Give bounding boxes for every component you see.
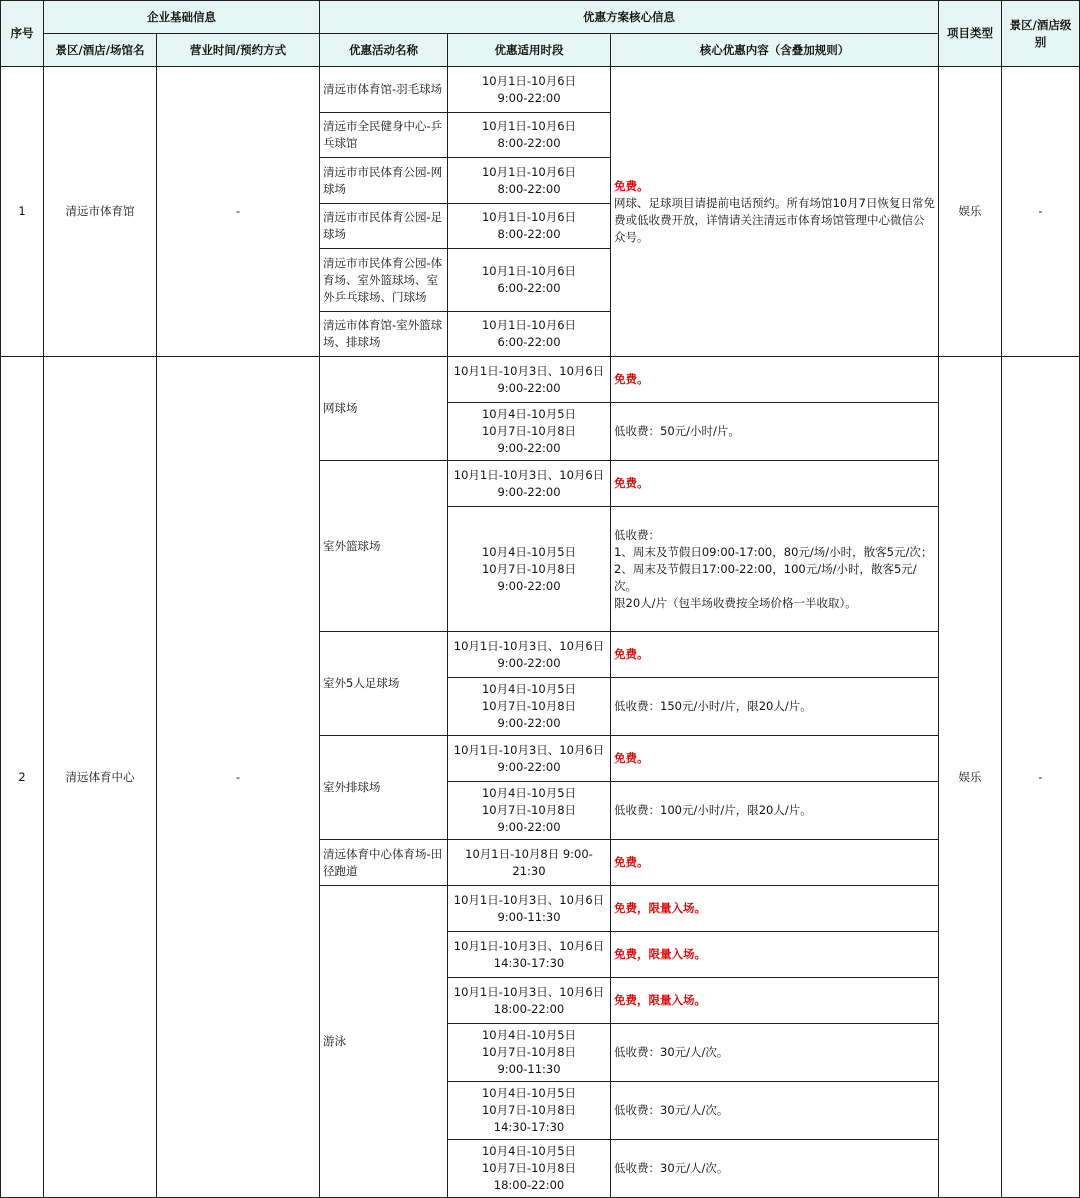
period-cell: 10月4日-10月5日 10月7日-10月8日 18:00-22:00 <box>448 1140 611 1198</box>
activity-name-cell: 清远市市民体育公园-网球场 <box>320 158 448 204</box>
table-row <box>1 67 1080 113</box>
period-cell: 10月1日-10月3日、10月6日 14:30-17:30 <box>448 932 611 978</box>
header-content: 核心优惠内容（含叠加规则） <box>611 34 939 67</box>
header-seq: 序号 <box>1 1 44 67</box>
seq-cell: 2 <box>1 357 44 1198</box>
content-cell: 低收费：150元/小时/片，限20人/片。 <box>611 678 939 736</box>
period-cell: 10月1日-10月6日 8:00-22:00 <box>448 158 611 204</box>
project-type-cell: 娱乐 <box>939 357 1002 1198</box>
content-cell: 低收费：100元/小时/片，限20人/片。 <box>611 782 939 840</box>
period-cell: 10月1日-10月6日 8:00-22:00 <box>448 204 611 249</box>
period-cell: 10月1日-10月3日、10月6日 9:00-22:00 <box>448 357 611 403</box>
period-cell: 10月1日-10月3日、10月6日 9:00-22:00 <box>448 461 611 507</box>
activity-name-cell: 网球场 <box>320 357 448 461</box>
seq-cell: 1 <box>1 67 44 357</box>
activity-name-cell: 清远市市民体育公园-足球场 <box>320 204 448 249</box>
header-period: 优惠适用时段 <box>448 34 611 67</box>
level-cell: - <box>1002 357 1080 1198</box>
level-cell: - <box>1002 67 1080 357</box>
free-label: 免费。 <box>614 178 649 193</box>
content-cell: 免费。 <box>611 840 939 886</box>
activity-name-cell: 清远市全民健身中心-乒乓球馆 <box>320 113 448 158</box>
header-core-info: 优惠方案核心信息 <box>320 1 939 34</box>
content-cell: 免费，限量入场。 <box>611 978 939 1024</box>
period-cell: 10月1日-10月8日 9:00-21:30 <box>448 840 611 886</box>
content-cell: 免费。 <box>611 632 939 678</box>
content-cell: 低收费：30元/人/次。 <box>611 1082 939 1140</box>
period-cell: 10月4日-10月5日 10月7日-10月8日 9:00-22:00 <box>448 678 611 736</box>
content-cell <box>611 67 939 357</box>
content-cell: 免费。 <box>611 736 939 782</box>
activity-name-cell: 清远市体育馆-羽毛球场 <box>320 67 448 113</box>
table-row <box>1 357 1080 403</box>
business-hours-cell: - <box>157 67 320 357</box>
activity-name-cell: 清远体育中心体育场-田径跑道 <box>320 840 448 886</box>
period-cell: 10月1日-10月6日 6:00-22:00 <box>448 249 611 312</box>
period-cell: 10月1日-10月3日、10月6日 9:00-22:00 <box>448 632 611 678</box>
header-activity-name: 优惠活动名称 <box>320 34 448 67</box>
period-cell: 10月1日-10月6日 8:00-22:00 <box>448 113 611 158</box>
period-cell: 10月4日-10月5日 10月7日-10月8日 9:00-11:30 <box>448 1024 611 1082</box>
activity-name-cell: 清远市市民体育公园-体育场、室外篮球场、室外乒乓球场、门球场 <box>320 249 448 312</box>
activity-name-cell: 游泳 <box>320 886 448 1198</box>
venue-name-cell: 清远体育中心 <box>44 357 157 1198</box>
period-cell: 10月1日-10月3日、10月6日 9:00-11:30 <box>448 886 611 932</box>
header-business-hours: 营业时间/预约方式 <box>157 34 320 67</box>
header-basic-info: 企业基础信息 <box>44 1 320 34</box>
period-cell: 10月4日-10月5日 10月7日-10月8日 9:00-22:00 <box>448 403 611 461</box>
period-cell: 10月4日-10月5日 10月7日-10月8日 9:00-22:00 <box>448 782 611 840</box>
period-cell: 10月1日-10月6日 9:00-22:00 <box>448 67 611 113</box>
content-cell: 低收费：30元/人/次。 <box>611 1140 939 1198</box>
content-cell: 低收费：30元/人/次。 <box>611 1024 939 1082</box>
period-cell: 10月4日-10月5日 10月7日-10月8日 9:00-22:00 <box>448 507 611 632</box>
content-cell: 低收费： 1、周末及节假日09:00-17:00，80元/场/小时，散客5元/次； 2、周末及节假日17:00-22:00，100元/场/小时，散客5元/次。 限20人/片（包半场收费按全场价格一半收取）。 <box>611 507 939 632</box>
period-cell: 10月4日-10月5日 10月7日-10月8日 14:30-17:30 <box>448 1082 611 1140</box>
content-cell: 免费，限量入场。 <box>611 932 939 978</box>
period-cell: 10月1日-10月6日 6:00-22:00 <box>448 312 611 357</box>
activity-name-cell: 室外排球场 <box>320 736 448 840</box>
content-cell: 免费，限量入场。 <box>611 886 939 932</box>
business-hours-cell: - <box>157 357 320 1198</box>
header-level: 景区/酒店级别 <box>1002 1 1080 67</box>
header-venue-name: 景区/酒店/场馆名 <box>44 34 157 67</box>
activity-name-cell: 室外篮球场 <box>320 461 448 632</box>
content-cell: 免费。 <box>611 357 939 403</box>
content-cell: 低收费：50元/小时/片。 <box>611 403 939 461</box>
period-cell: 10月1日-10月3日、10月6日 9:00-22:00 <box>448 736 611 782</box>
period-cell: 10月1日-10月3日、10月6日 18:00-22:00 <box>448 978 611 1024</box>
activity-name-cell: 清远市体育馆-室外篮球场、排球场 <box>320 312 448 357</box>
header-project-type: 项目类型 <box>939 1 1002 67</box>
venue-name-cell: 清远市体育馆 <box>44 67 157 357</box>
content-cell: 免费。 <box>611 461 939 507</box>
content-text: 网球、足球项目请提前电话预约。所有场馆10月7日恢复日常免费或低收费开放，详情请关注清远市体育场馆管理中心微信公众号。 <box>614 195 935 244</box>
activity-name-cell: 室外5人足球场 <box>320 632 448 736</box>
project-type-cell: 娱乐 <box>939 67 1002 357</box>
